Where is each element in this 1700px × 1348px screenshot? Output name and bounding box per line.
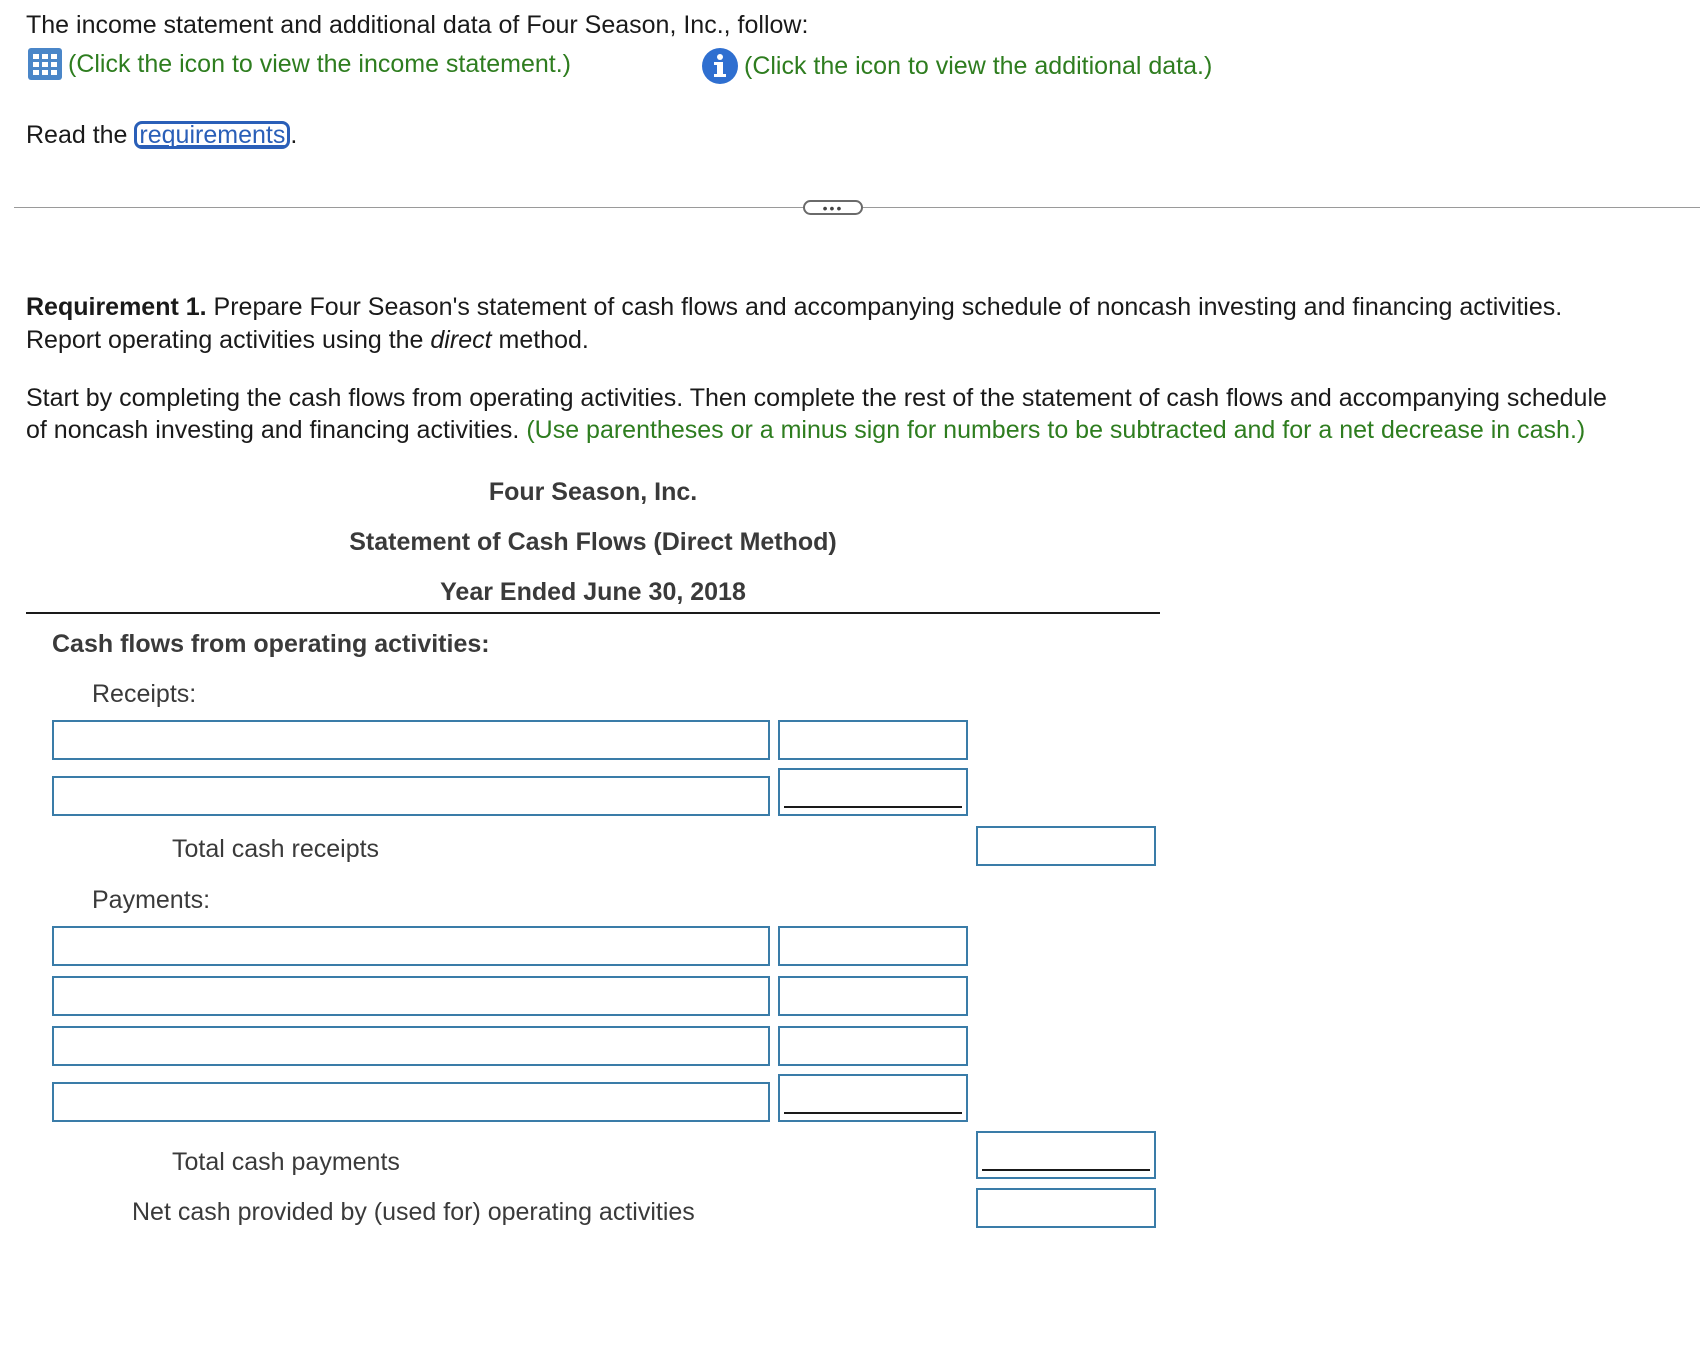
payment-amount-input[interactable]	[784, 1080, 962, 1114]
receipt-account-input[interactable]	[52, 720, 770, 760]
total-receipts-label: Total cash receipts	[172, 835, 380, 863]
instructions-line-1: Start by completing the cash flows from operating activities. Then complete the rest of the statement of cash flows and accompanying schedule	[26, 384, 1607, 412]
payment-amount-field	[778, 1074, 968, 1122]
statement-period: Year Ended June 30, 2018	[440, 578, 746, 606]
table-grid-icon[interactable]	[26, 46, 64, 82]
receipt-amount-field	[778, 768, 968, 816]
instructions-line-2	[26, 415, 1585, 445]
intro-text: The income statement and additional data of Four Season, Inc., follow:	[26, 11, 809, 39]
requirement-line-2	[26, 325, 589, 355]
payment-amount-input[interactable]	[778, 976, 968, 1016]
net-operating-input[interactable]	[976, 1188, 1156, 1228]
statement-title: Statement of Cash Flows (Direct Method)	[349, 528, 837, 556]
total-payments-input[interactable]	[982, 1137, 1150, 1171]
payment-amount-input[interactable]	[778, 926, 968, 966]
read-prefix: Read the	[26, 121, 135, 149]
company-name: Four Season, Inc.	[488, 478, 698, 506]
section-operating: Cash flows from operating activities:	[52, 630, 490, 658]
receipt-amount-input[interactable]	[778, 720, 968, 760]
receipt-account-input[interactable]	[52, 776, 770, 816]
total-payments-label: Total cash payments	[172, 1148, 400, 1176]
requirement-label: Requirement 1.	[26, 293, 207, 321]
requirement-text-2: Report operating activities using the	[26, 326, 431, 354]
info-icon[interactable]	[700, 46, 740, 86]
payment-account-input[interactable]	[52, 926, 770, 966]
header-rule	[26, 612, 1160, 614]
read-suffix: .	[290, 121, 298, 149]
payments-label: Payments:	[92, 886, 211, 914]
instructions-text-2: of noncash investing and financing activities.	[26, 416, 527, 444]
income-statement-link-text[interactable]: (Click the icon to view the income statement.)	[68, 50, 571, 78]
payment-amount-input[interactable]	[778, 1026, 968, 1066]
additional-data-link[interactable]	[700, 46, 1212, 86]
income-statement-link[interactable]	[26, 46, 571, 82]
divider-left	[14, 207, 804, 208]
receipt-amount-input[interactable]	[784, 774, 962, 808]
instructions-hint: (Use parentheses or a minus sign for numbers to be subtracted and for a net decrease in cash.)	[526, 416, 1586, 444]
requirement-text-1: Prepare Four Season's statement of cash flows and accompanying schedule of noncash investing and financing activities.	[206, 293, 1563, 321]
divider-right	[863, 207, 1700, 208]
expand-button[interactable]: •••	[803, 200, 863, 215]
payment-account-input[interactable]	[52, 1026, 770, 1066]
receipts-label: Receipts:	[92, 680, 197, 708]
net-operating-label: Net cash provided by (used for) operating activities	[132, 1198, 695, 1226]
payment-account-input[interactable]	[52, 976, 770, 1016]
additional-data-link-text[interactable]: (Click the icon to view the additional data.)	[744, 52, 1213, 80]
total-payments-field	[976, 1131, 1156, 1179]
requirement-italic: direct	[430, 326, 492, 354]
requirement-text-3: method.	[491, 326, 589, 354]
requirements-link[interactable]: requirements	[134, 121, 290, 149]
payment-account-input[interactable]	[52, 1082, 770, 1122]
requirement-line-1	[26, 292, 1562, 322]
read-requirements-line	[26, 120, 297, 150]
total-receipts-input[interactable]	[976, 826, 1156, 866]
